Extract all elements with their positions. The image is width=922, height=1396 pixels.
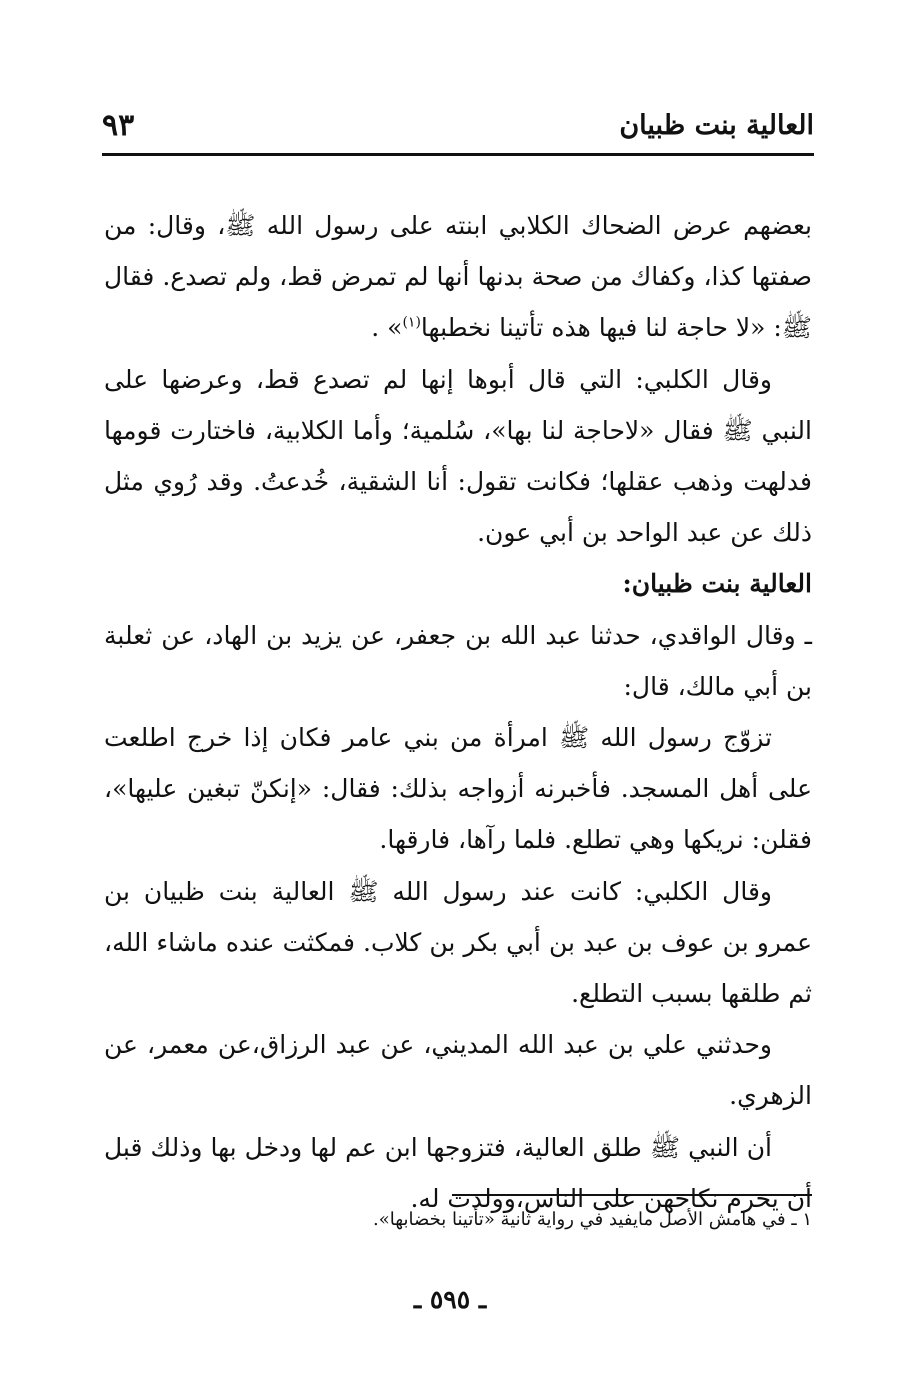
paragraph-1-end: » .	[371, 313, 403, 343]
header-rule	[102, 153, 814, 156]
page-header	[102, 108, 814, 154]
paragraph-5: وقال الكلبي: كانت عند رسول الله ﷺ العالية بنت ظبيان بن عمرو بن عوف بن عبد بن أبي بكر بن كلاب. فمكثت عنده ماشاء الله، ثم طلقها بسبب التطلع.	[104, 876, 812, 1009]
paragraph-4: تزوّج رسول الله ﷺ امرأة من بني عامر فكان إذا خرج اطلعت على أهل المسجد. فأخبرنه أزواجه بذلك: فقال: «إنكنّ تبغين عليها»، فقلن: نريكها وهي تطلع. فلما رآها، فارقها.	[104, 723, 812, 855]
header-page-number: ٩٣	[102, 108, 135, 143]
footnote-rule	[452, 1194, 812, 1196]
main-text	[104, 200, 812, 1224]
footnote-marker: (١)	[402, 315, 421, 332]
paragraph-2: وقال الكلبي: التي قال أبوها إنها لم تصدع قط، وعرضها على النبي ﷺ فقال «لاحاجة لنا بها»، سُلمية؛ وأما الكلابية، فاختارت قومها فدلهت وذهب عقلها؛ فكانت تقول: أنا الشقية، خُدعتُ. وقد رُوي مثل ذلك عن عبد الواحد بن أبي عون.	[104, 364, 812, 548]
paragraph-1-text: بعضهم عرض الضحاك الكلابي ابنته على رسول الله ﷺ، وقال: من صفتها كذا، وكفاك من صحة بدنها أنها لم تمرض قط، ولم تصدع. فقال ﷺ: «لا حاجة لنا فيها هذه تأتينا نخطبها	[104, 211, 812, 343]
running-title: العالية بنت ظبيان	[619, 110, 814, 141]
footnote: ١ ـ في هامش الأصل مايفيد في رواية ثانية «تأتينا بخضابها».	[373, 1209, 812, 1230]
paragraph-6: وحدثني علي بن عبد الله المديني، عن عبد الرزاق،عن معمر، عن الزهري.	[104, 1030, 812, 1111]
footer-page-number: ـ ٥٩٥ ـ	[413, 1285, 487, 1314]
section-heading: العالية بنت ظبيان:	[622, 569, 812, 599]
paragraph-7: أن النبي ﷺ طلق العالية، فتزوجها ابن عم لها ودخل بها وذلك قبل أن يحرم نكاحهن على الناس،وولدت له.	[104, 1132, 812, 1213]
paragraph-1	[104, 200, 812, 354]
paragraph-3: ـ وقال الواقدي، حدثنا عبد الله بن جعفر، عن يزيد بن الهاد، عن ثعلبة بن أبي مالك، قال:	[104, 620, 812, 701]
